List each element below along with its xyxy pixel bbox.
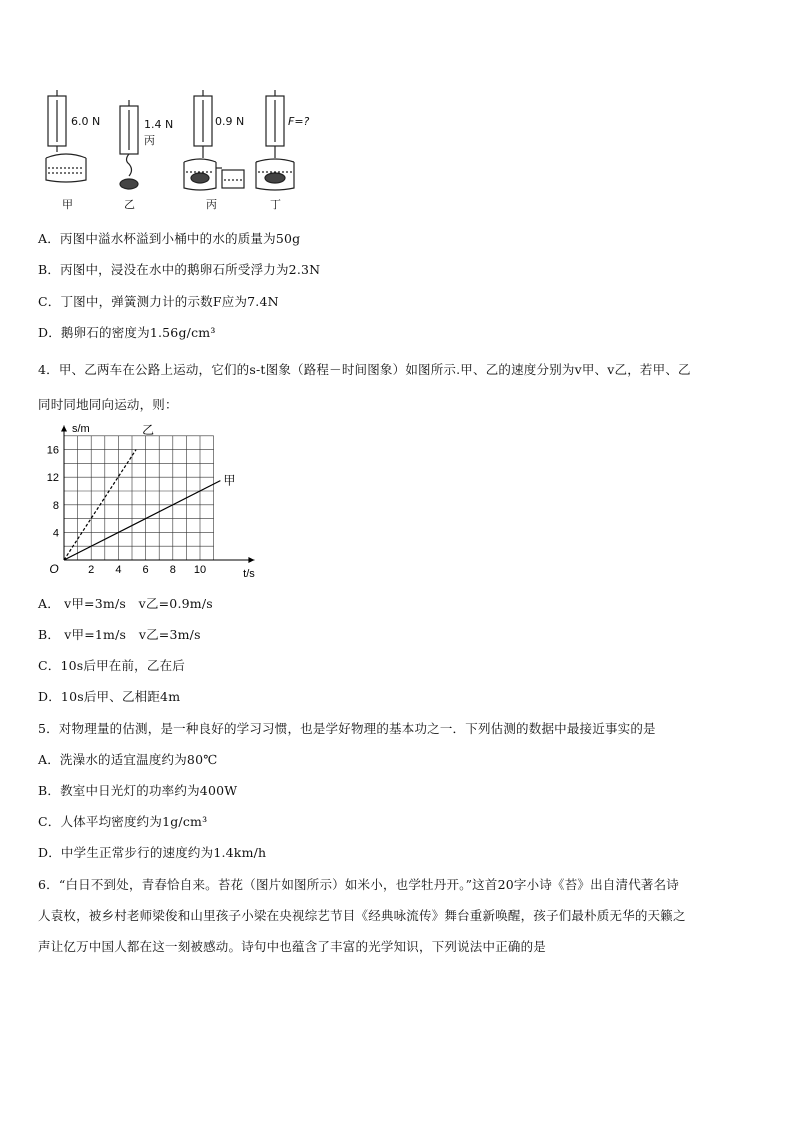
caption-yi: 乙: [124, 198, 135, 211]
x-tick-label: 6: [142, 564, 149, 576]
y-tick-label: 12: [46, 472, 59, 485]
series-label-yi: 乙: [142, 422, 155, 437]
y-axis-arrow: [61, 425, 67, 431]
q4-option-a: A． v甲=3m/s v乙=0.9m/s: [38, 596, 213, 611]
q4-stem-line1: 4．甲、乙两车在公路上运动，它们的s-t图象（路程－时间图象）如图所示.甲、乙的速度分别为v甲、v乙，若甲、乙: [38, 362, 691, 377]
q3-option-c: C．丁图中，弹簧测力计的示数F应为7.4N: [38, 294, 279, 309]
series-line: [64, 481, 220, 560]
caption-ding: 丁: [270, 198, 281, 211]
reading-jia: 6.0 N: [71, 115, 101, 128]
q5-option-b: B．教室中日光灯的功率约为400W: [38, 783, 238, 798]
q3-option-b: B．丙图中，浸没在水中的鹅卵石所受浮力为2.3N: [38, 262, 321, 277]
scale-jia: [46, 90, 86, 182]
scale-yi: [120, 100, 138, 189]
reading-bing: 0.9 N: [215, 115, 245, 128]
x-tick-label: 2: [88, 564, 95, 576]
y-tick-label: 16: [46, 444, 59, 457]
q5-stem: 5．对物理量的估测，是一种良好的学习习惯，也是学好物理的基本功之一．下列估测的数据中最接近事实的是: [38, 721, 656, 736]
q5-option-d: D．中学生正常步行的速度约为1.4km/h: [38, 845, 267, 860]
caption-bing: 丙: [206, 198, 217, 211]
reading-yi: 1.4 N: [144, 118, 174, 131]
chart-labels: [47, 423, 256, 580]
x-tick-label: 8: [169, 564, 176, 576]
q5-option-a: A．洗澡水的适宜温度约为80℃: [38, 752, 218, 767]
spring-scale-figure: [38, 88, 338, 214]
chart-axes: [61, 422, 254, 563]
q4-stem-line2: 同时同地同向运动，则：: [38, 397, 178, 412]
y-tick-label: 4: [52, 527, 59, 540]
q5-option-c: C．人体平均密度约为1g/cm³: [38, 814, 208, 829]
q3-option-d: D．鹅卵石的密度为1.56g/cm³: [38, 325, 216, 340]
y-tick-label: 8: [52, 499, 59, 512]
reading-bing-side-label: 丙: [144, 134, 155, 147]
q4-option-b: B． v甲=1m/s v乙=3m/s: [38, 627, 201, 642]
q6-stem-line1: 6．“白日不到处，青春恰自来。苔花（图片如图所示）如米小，也学牡丹开。”这首20字小诗《苔》出自清代著名诗: [38, 877, 679, 892]
q3-option-a: A．丙图中溢水杯溢到小桶中的水的质量为50g: [38, 231, 301, 246]
q4-option-d: D．10s后甲、乙相距4m: [38, 689, 181, 704]
reading-ding: F=?: [288, 115, 310, 128]
q4-option-c: C．10s后甲在前，乙在后: [38, 658, 185, 673]
q6-stem-line3: 声让亿万中国人都在这一刻被感动。诗句中也蕴含了丰富的光学知识，下列说法中正确的是: [38, 939, 547, 954]
origin-label: O: [49, 562, 59, 576]
scale-bing: [184, 90, 244, 190]
y-axis-label: s/m: [72, 422, 90, 435]
st-graph-svg: [38, 420, 268, 580]
x-tick-label: 10: [193, 564, 207, 576]
series-label-jia: 甲: [223, 473, 236, 488]
chart-grid: [64, 436, 214, 560]
x-tick-label: 4: [115, 564, 122, 576]
caption-jia: 甲: [62, 198, 73, 211]
spring-scale-drawing: [38, 88, 338, 214]
scale-ding: [256, 90, 294, 190]
x-axis-label: t/s: [243, 568, 255, 580]
q6-stem-line2: 人袁枚，被乡村老师梁俊和山里孩子小梁在央视综艺节目《经典咏流传》舞台重新唤醒，孩子们最朴质无华的天籁之: [38, 908, 686, 923]
x-axis-arrow: [248, 557, 254, 563]
st-graph: [38, 420, 268, 580]
